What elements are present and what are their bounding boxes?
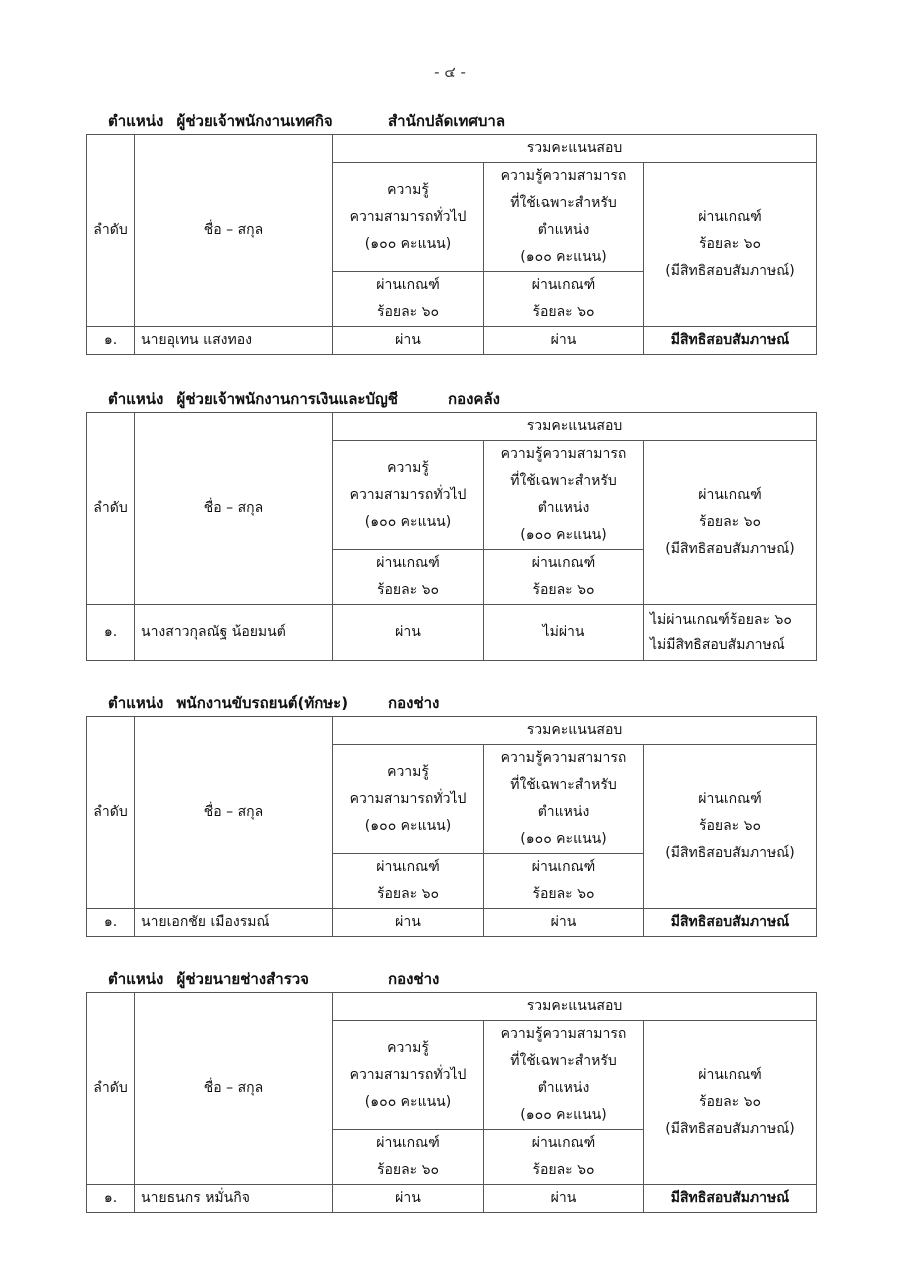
general-header-line: ความรู้ [387,181,429,198]
specific-pass-criteria [484,550,644,605]
result-text: มีสิทธิสอบสัมภาษณ์ [670,332,790,348]
department-name: สำนักปลัดเทศบาล [388,112,506,130]
result-header-line: (มีสิทธิสอบสัมภาษณ์) [665,263,795,279]
pass-criteria-line: ร้อยละ ๖๐ [532,1162,595,1178]
name-cell: นายอุเทน แสงทอง [135,327,333,355]
result-header-line: ร้อยละ ๖๐ [698,236,762,252]
general-header-line: ความสามารถทั่วไป [349,790,467,807]
final-result-cell [644,605,817,661]
pass-criteria-line: ผ่านเกณฑ์ [376,859,440,875]
name-header: ชื่อ – สกุล [135,993,333,1185]
position-name: ผู้ช่วยเจ้าพนักงานเทศกิจ [176,112,333,130]
specific-header-line: ความรู้ความสามารถ [500,1026,627,1042]
final-result-cell [644,327,817,355]
specific-header-line: (๑๐๐ คะแนน) [520,527,607,543]
position-name: พนักงานขับรถยนต์(ทักษะ) [176,694,349,712]
specific-knowledge-header [484,745,644,854]
table-row [87,327,817,355]
specific-header-line: ตำแหน่ง [537,500,590,516]
general-pass-criteria [333,1130,484,1185]
specific-header-line: (๑๐๐ คะแนน) [520,1107,607,1123]
general-header-line: (๑๐๐ คะแนน) [364,513,452,530]
result-text: ไม่มีสิทธิสอบสัมภาษณ์ [650,636,785,653]
specific-header-line: ที่ใช้เฉพาะสำหรับ [510,1053,617,1069]
order-cell: ๑. [87,909,135,937]
table-row [87,1185,817,1213]
specific-pass-criteria [484,854,644,909]
specific-header-line: ความรู้ความสามารถ [500,446,627,462]
specific-result-cell: ไม่ผ่าน [484,605,644,661]
position-label: ตำแหน่ง [108,390,164,408]
pass-criteria-line: ร้อยละ ๖๐ [532,886,595,902]
specific-header-line: ความรู้ความสามารถ [500,168,627,184]
result-header-line: ร้อยละ ๖๐ [698,514,762,530]
order-cell: ๑. [87,605,135,661]
general-header-line: ความสามารถทั่วไป [349,486,467,503]
section-title [108,386,500,412]
total-score-header: รวมคะแนนสอบ [333,993,817,1021]
section-title [108,108,506,134]
specific-knowledge-header [484,1021,644,1130]
general-pass-criteria [333,550,484,605]
specific-header-line: (๑๐๐ คะแนน) [520,249,607,265]
pass-criteria-line: ร้อยละ ๖๐ [376,1162,440,1178]
department-name: กองช่าง [388,694,440,712]
name-header: ชื่อ – สกุล [135,413,333,605]
general-knowledge-header [333,745,484,854]
specific-knowledge-header [484,163,644,272]
general-result-cell: ผ่าน [333,909,484,937]
final-result-cell [644,909,817,937]
section-title [108,690,440,716]
result-header-line: (มีสิทธิสอบสัมภาษณ์) [665,845,795,861]
result-header [644,441,817,605]
name-cell: นางสาวกุลณัฐ น้อยมนต์ [135,605,333,661]
result-text: ไม่ผ่านเกณฑ์ร้อยละ ๖๐ [650,611,792,628]
specific-header-line: (๑๐๐ คะแนน) [520,831,607,847]
total-score-header: รวมคะแนนสอบ [333,717,817,745]
general-header-line: ความสามารถทั่วไป [349,208,467,225]
order-header: ลำดับ [87,135,135,327]
general-result-cell: ผ่าน [333,327,484,355]
specific-header-line: ตำแหน่ง [537,1080,590,1096]
position-label: ตำแหน่ง [108,694,164,712]
result-header-line: ร้อยละ ๖๐ [698,818,762,834]
result-text: มีสิทธิสอบสัมภาษณ์ [670,914,790,930]
score-table [86,134,817,355]
position-label: ตำแหน่ง [108,970,164,988]
result-header-line: ผ่านเกณฑ์ [698,487,762,503]
score-table [86,412,817,661]
general-knowledge-header [333,163,484,272]
page-number: - ๔ - [434,63,466,81]
name-cell: นายเอกชัย เมืองรมณ์ [135,909,333,937]
general-header-line: ความรู้ [387,459,429,476]
final-result-cell [644,1185,817,1213]
pass-criteria-line: ผ่านเกณฑ์ [531,859,596,875]
specific-header-line: ที่ใช้เฉพาะสำหรับ [510,473,617,489]
pass-criteria-line: ผ่านเกณฑ์ [531,1135,596,1151]
specific-pass-criteria [484,272,644,327]
general-result-cell: ผ่าน [333,1185,484,1213]
specific-header-line: ที่ใช้เฉพาะสำหรับ [510,777,617,793]
result-text: มีสิทธิสอบสัมภาษณ์ [670,1190,790,1206]
general-header-line: ความสามารถทั่วไป [349,1066,467,1083]
pass-criteria-line: ร้อยละ ๖๐ [532,304,595,320]
name-header: ชื่อ – สกุล [135,135,333,327]
order-header: ลำดับ [87,993,135,1185]
specific-header-line: ตำแหน่ง [537,222,590,238]
pass-criteria-line: ผ่านเกณฑ์ [531,277,596,293]
general-header-line: (๑๐๐ คะแนน) [364,1093,452,1110]
specific-header-line: ความรู้ความสามารถ [500,750,627,766]
pass-criteria-line: ร้อยละ ๖๐ [376,886,440,902]
specific-header-line: ตำแหน่ง [537,804,590,820]
specific-pass-criteria [484,1130,644,1185]
table-row [87,909,817,937]
general-header-line: ความรู้ [387,1039,429,1056]
result-header-line: ผ่านเกณฑ์ [698,1067,762,1083]
position-name: ผู้ช่วยนายช่างสำรวจ [176,970,309,988]
order-header: ลำดับ [87,413,135,605]
general-knowledge-header [333,1021,484,1130]
order-header: ลำดับ [87,717,135,909]
section-title [108,966,440,992]
specific-knowledge-header [484,441,644,550]
general-pass-criteria [333,272,484,327]
result-header-line: ร้อยละ ๖๐ [698,1094,762,1110]
specific-result-cell: ผ่าน [484,909,644,937]
order-cell: ๑. [87,327,135,355]
result-header-line: ผ่านเกณฑ์ [698,791,762,807]
position-label: ตำแหน่ง [108,112,164,130]
order-cell: ๑. [87,1185,135,1213]
general-pass-criteria [333,854,484,909]
pass-criteria-line: ร้อยละ ๖๐ [376,304,440,320]
general-result-cell: ผ่าน [333,605,484,661]
general-header-line: (๑๐๐ คะแนน) [364,235,452,252]
score-table [86,992,817,1213]
general-knowledge-header [333,441,484,550]
table-row [87,605,817,661]
specific-result-cell: ผ่าน [484,327,644,355]
specific-result-cell: ผ่าน [484,1185,644,1213]
general-header-line: ความรู้ [387,763,429,780]
department-name: กองช่าง [388,970,440,988]
pass-criteria-line: ร้อยละ ๖๐ [376,582,440,598]
pass-criteria-line: ร้อยละ ๖๐ [532,582,595,598]
position-name: ผู้ช่วยเจ้าพนักงานการเงินและบัญชี [176,390,398,408]
result-header-line: (มีสิทธิสอบสัมภาษณ์) [665,541,795,557]
name-cell: นายธนกร หมั่นกิจ [135,1185,333,1213]
result-header [644,163,817,327]
pass-criteria-line: ผ่านเกณฑ์ [531,555,596,571]
result-header [644,1021,817,1185]
result-header [644,745,817,909]
general-header-line: (๑๐๐ คะแนน) [364,817,452,834]
pass-criteria-line: ผ่านเกณฑ์ [376,1135,440,1151]
result-header-line: ผ่านเกณฑ์ [698,209,762,225]
name-header: ชื่อ – สกุล [135,717,333,909]
pass-criteria-line: ผ่านเกณฑ์ [376,277,440,293]
total-score-header: รวมคะแนนสอบ [333,413,817,441]
department-name: กองคลัง [448,390,500,408]
score-table [86,716,817,937]
pass-criteria-line: ผ่านเกณฑ์ [376,555,440,571]
total-score-header: รวมคะแนนสอบ [333,135,817,163]
result-header-line: (มีสิทธิสอบสัมภาษณ์) [665,1121,795,1137]
specific-header-line: ที่ใช้เฉพาะสำหรับ [510,195,617,211]
